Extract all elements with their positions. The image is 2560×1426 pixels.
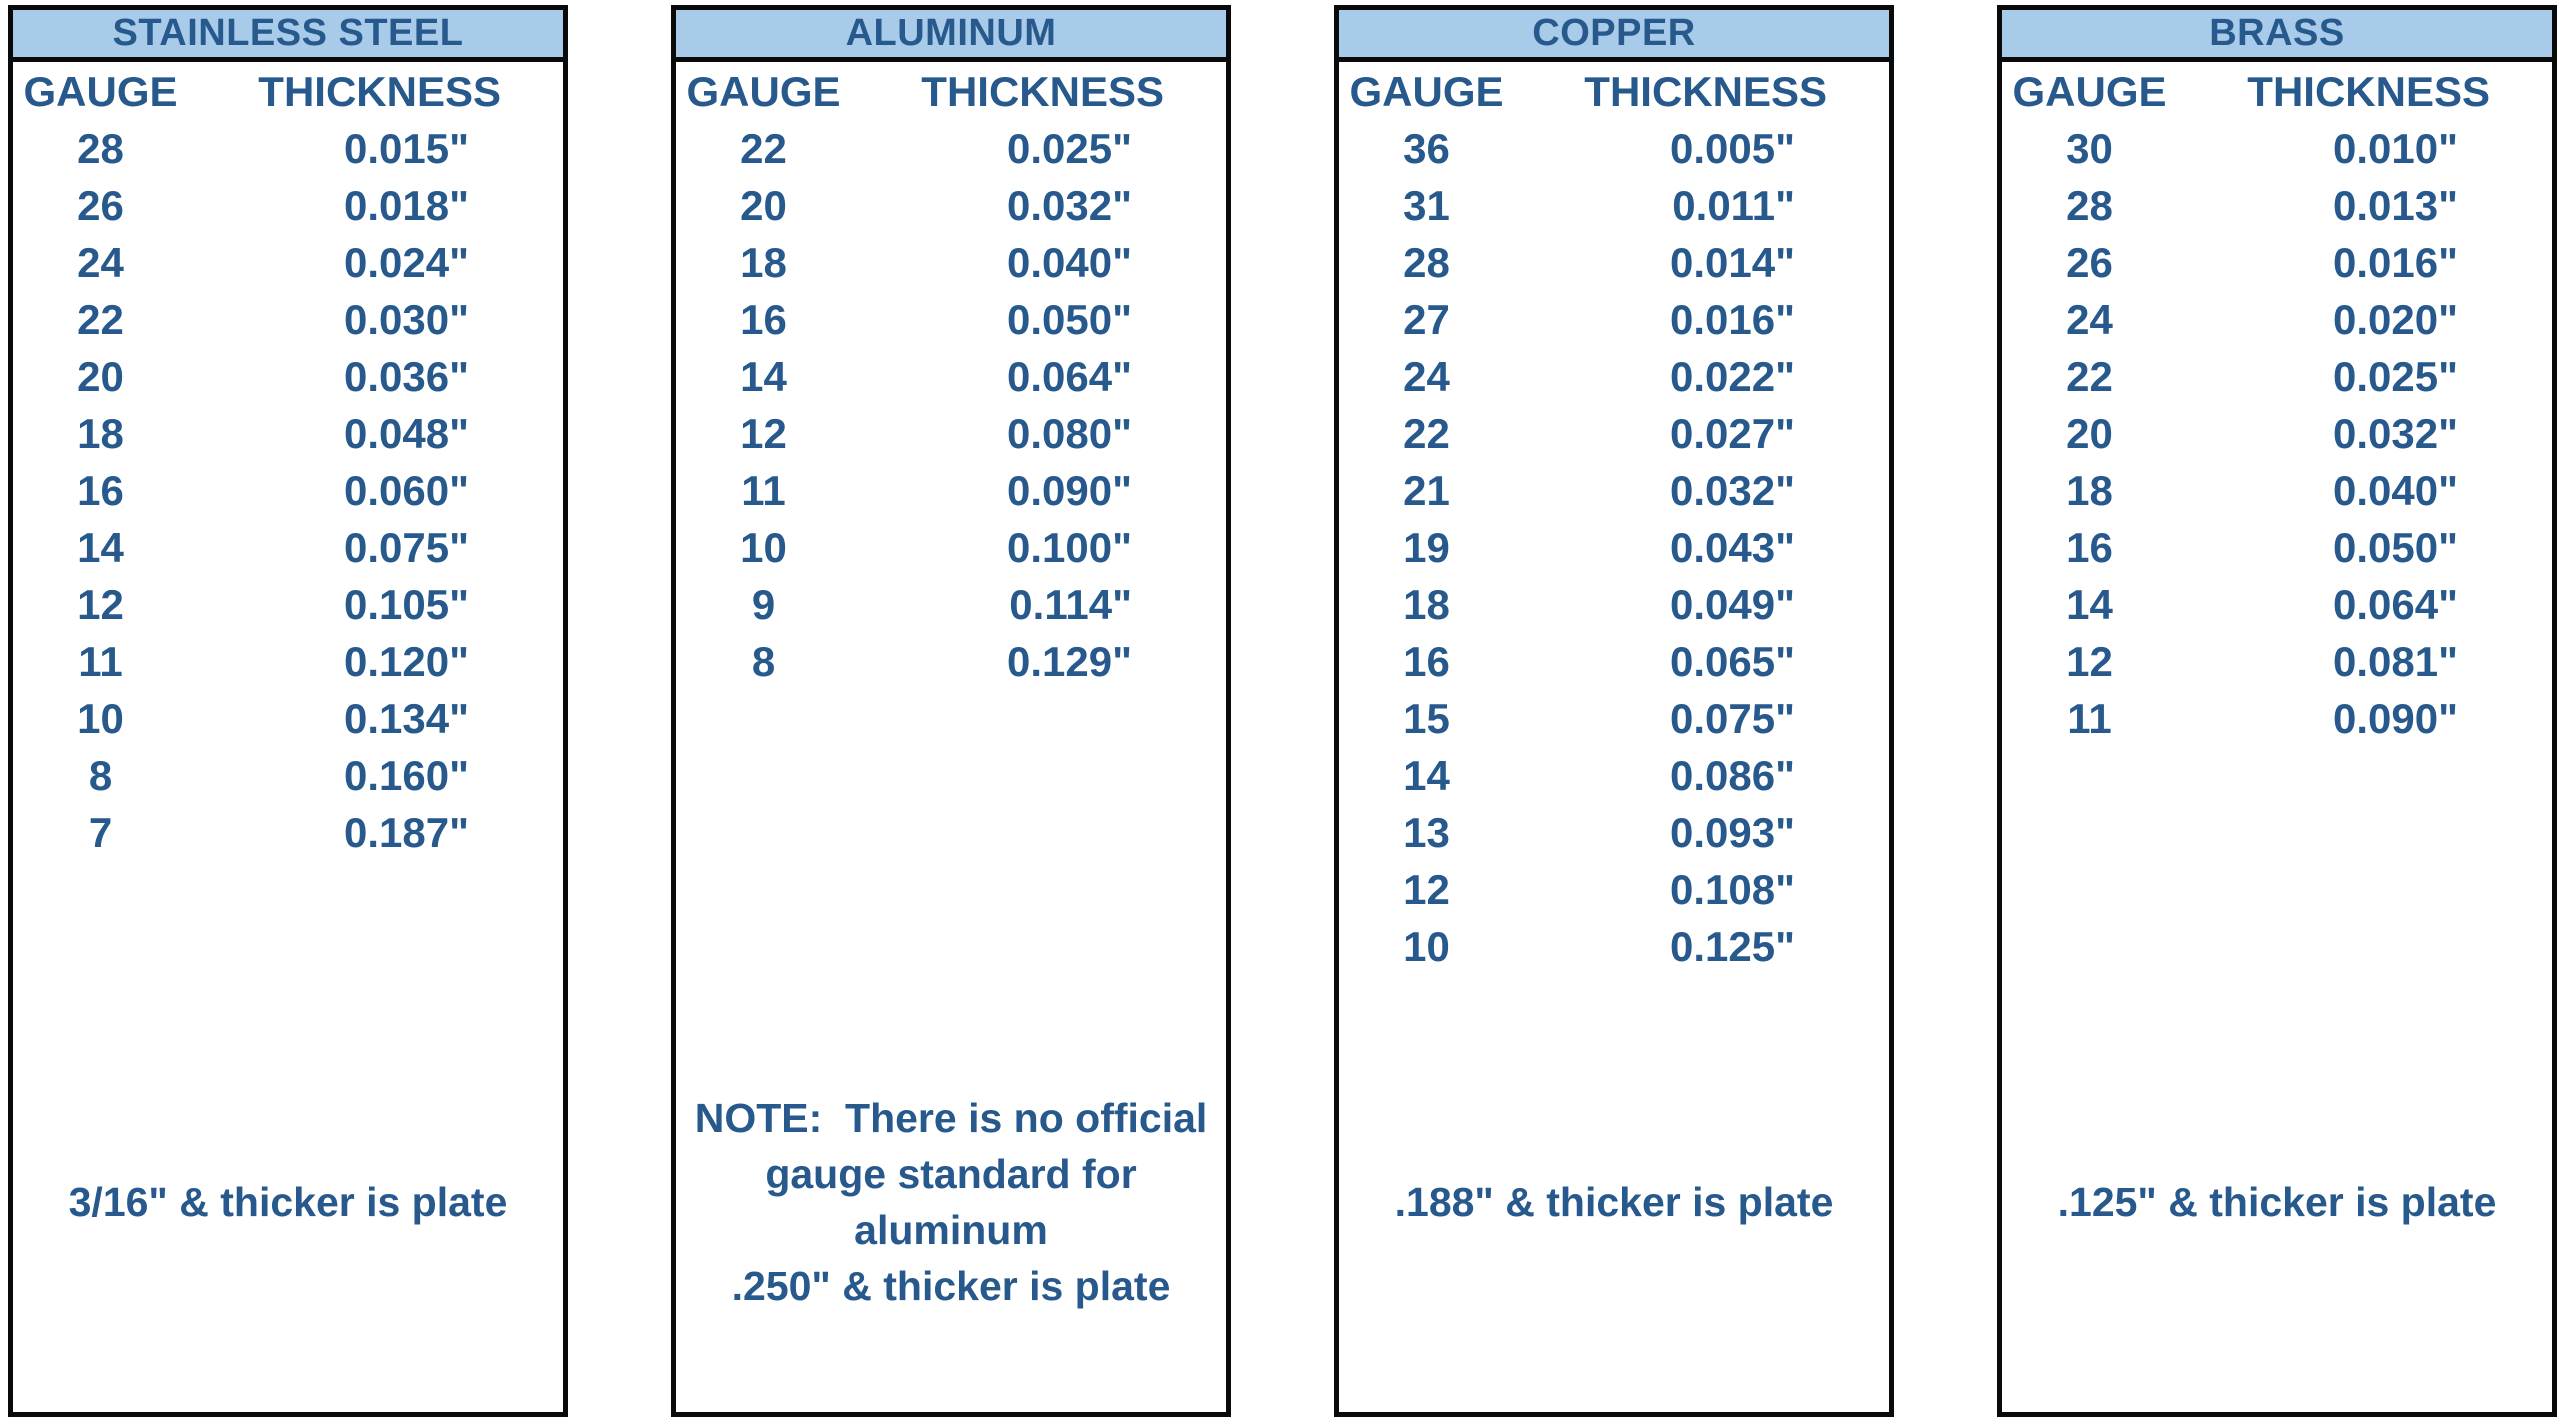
gauge-row xyxy=(2002,633,2552,690)
plate-note-line: .125" & thicker is plate xyxy=(2057,1179,2497,1225)
column-headers xyxy=(2002,64,2552,120)
gauge-column-header: GAUGE xyxy=(686,68,841,115)
thickness-column-header: THICKNESS xyxy=(258,68,501,115)
panel-title: BRASS xyxy=(2002,10,2552,62)
gauge-row xyxy=(2002,462,2552,519)
thickness-value: 0.090" xyxy=(1006,466,1132,514)
thickness-value: 0.024" xyxy=(343,238,469,286)
gauge-value: 28 xyxy=(2066,181,2113,229)
plate-note-line: NOTE: There is no official xyxy=(694,1095,1208,1141)
thickness-value: 0.100" xyxy=(1006,523,1132,571)
rows-container xyxy=(2002,120,2552,747)
gauge-row xyxy=(1339,348,1889,405)
gauge-row xyxy=(676,405,1226,462)
panel-title: COPPER xyxy=(1339,10,1889,62)
gauge-row xyxy=(676,177,1226,234)
gauge-value: 24 xyxy=(77,238,124,286)
gauge-value: 13 xyxy=(1403,808,1450,856)
gauge-value: 16 xyxy=(740,295,787,343)
plate-note-line: gauge standard for aluminum xyxy=(765,1151,1149,1253)
gauge-value: 18 xyxy=(77,409,124,457)
gauge-row xyxy=(2002,234,2552,291)
thickness-value: 0.049" xyxy=(1669,580,1795,628)
gauge-value: 10 xyxy=(77,694,124,742)
thickness-value: 0.048" xyxy=(343,409,469,457)
thickness-value: 0.036" xyxy=(343,352,469,400)
thickness-value: 0.005" xyxy=(1669,124,1795,172)
gauge-value: 14 xyxy=(1403,751,1450,799)
gauge-value: 12 xyxy=(2066,637,2113,685)
thickness-value: 0.081" xyxy=(2332,637,2458,685)
plate-note-line: .250" & thicker is plate xyxy=(731,1263,1171,1309)
thickness-value: 0.114" xyxy=(1009,580,1132,628)
gauge-row xyxy=(1339,177,1889,234)
thickness-value: 0.160" xyxy=(343,751,469,799)
thickness-value: 0.093" xyxy=(1669,808,1795,856)
gauge-value: 24 xyxy=(2066,295,2113,343)
gauge-row xyxy=(1339,120,1889,177)
gauge-row xyxy=(13,804,563,861)
gauge-row xyxy=(676,348,1226,405)
gauge-row xyxy=(676,519,1226,576)
thickness-value: 0.080" xyxy=(1006,409,1132,457)
thickness-value: 0.011" xyxy=(1672,181,1795,229)
plate-note xyxy=(1339,1174,1889,1230)
gauge-value: 21 xyxy=(1403,466,1450,514)
thickness-value: 0.015" xyxy=(343,124,469,172)
thickness-value: 0.040" xyxy=(2332,466,2458,514)
thickness-column-header: THICKNESS xyxy=(2247,68,2490,115)
gauge-row xyxy=(676,462,1226,519)
gauge-value: 14 xyxy=(740,352,787,400)
thickness-value: 0.032" xyxy=(1006,181,1132,229)
gauge-value: 10 xyxy=(740,523,787,571)
gauge-row xyxy=(13,462,563,519)
thickness-value: 0.013" xyxy=(2332,181,2458,229)
gauge-value: 10 xyxy=(1403,922,1450,970)
gauge-value: 30 xyxy=(2066,124,2113,172)
thickness-value: 0.187" xyxy=(343,808,469,856)
gauge-row xyxy=(1339,918,1889,975)
gauge-value: 8 xyxy=(88,751,113,799)
plate-note xyxy=(13,1174,563,1230)
thickness-value: 0.020" xyxy=(2332,295,2458,343)
gauge-value: 16 xyxy=(1403,637,1450,685)
gauge-row xyxy=(1339,576,1889,633)
gauge-value: 31 xyxy=(1403,181,1450,229)
gauge-column-header: GAUGE xyxy=(23,68,178,115)
gauge-value: 27 xyxy=(1403,295,1450,343)
gauge-row xyxy=(13,234,563,291)
column-headers xyxy=(676,64,1226,120)
gauge-value: 18 xyxy=(2066,466,2113,514)
thickness-value: 0.125" xyxy=(1669,922,1795,970)
gauge-value: 11 xyxy=(2067,694,2112,742)
material-panel-stainless-steel xyxy=(8,5,568,1417)
gauge-row xyxy=(13,519,563,576)
thickness-value: 0.014" xyxy=(1669,238,1795,286)
plate-note xyxy=(676,1090,1226,1314)
thickness-value: 0.105" xyxy=(343,580,469,628)
plate-note-line: .188" & thicker is plate xyxy=(1394,1179,1834,1225)
gauge-row xyxy=(13,405,563,462)
gauge-row xyxy=(1339,462,1889,519)
gauge-row xyxy=(13,348,563,405)
thickness-value: 0.075" xyxy=(343,523,469,571)
thickness-value: 0.027" xyxy=(1669,409,1795,457)
thickness-value: 0.065" xyxy=(1669,637,1795,685)
gauge-value: 20 xyxy=(77,352,124,400)
thickness-value: 0.043" xyxy=(1669,523,1795,571)
gauge-value: 12 xyxy=(740,409,787,457)
gauge-value: 19 xyxy=(1403,523,1450,571)
gauge-value: 15 xyxy=(1403,694,1450,742)
panel-title: ALUMINUM xyxy=(676,10,1226,62)
rows-container xyxy=(676,120,1226,690)
thickness-value: 0.129" xyxy=(1006,637,1132,685)
thickness-value: 0.090" xyxy=(2332,694,2458,742)
thickness-value: 0.022" xyxy=(1669,352,1795,400)
gauge-row xyxy=(1339,633,1889,690)
thickness-value: 0.025" xyxy=(1006,124,1132,172)
material-panel-brass xyxy=(1997,5,2557,1417)
gauge-value: 11 xyxy=(741,466,786,514)
gauge-row xyxy=(13,576,563,633)
gauge-row xyxy=(13,633,563,690)
gauge-row xyxy=(1339,747,1889,804)
gauge-row xyxy=(2002,291,2552,348)
thickness-value: 0.060" xyxy=(343,466,469,514)
gauge-value: 12 xyxy=(1403,865,1450,913)
gauge-row xyxy=(1339,291,1889,348)
gauge-value: 24 xyxy=(1403,352,1450,400)
panel-title: STAINLESS STEEL xyxy=(13,10,563,62)
thickness-value: 0.075" xyxy=(1669,694,1795,742)
thickness-value: 0.016" xyxy=(1669,295,1795,343)
gauge-row xyxy=(1339,405,1889,462)
gauge-value: 26 xyxy=(2066,238,2113,286)
thickness-value: 0.050" xyxy=(2332,523,2458,571)
plate-note-line: 3/16" & thicker is plate xyxy=(68,1179,508,1225)
gauge-row xyxy=(2002,177,2552,234)
material-panel-copper xyxy=(1334,5,1894,1417)
thickness-column-header: THICKNESS xyxy=(1584,68,1827,115)
gauge-row xyxy=(2002,405,2552,462)
thickness-value: 0.030" xyxy=(343,295,469,343)
thickness-column-header: THICKNESS xyxy=(921,68,1164,115)
gauge-value: 16 xyxy=(2066,523,2113,571)
thickness-value: 0.134" xyxy=(343,694,469,742)
column-headers xyxy=(13,64,563,120)
plate-note xyxy=(2002,1174,2552,1230)
gauge-value: 18 xyxy=(1403,580,1450,628)
thickness-value: 0.064" xyxy=(1006,352,1132,400)
gauge-column-header: GAUGE xyxy=(2012,68,2167,115)
gauge-row xyxy=(2002,690,2552,747)
thickness-value: 0.010" xyxy=(2332,124,2458,172)
thickness-value: 0.018" xyxy=(343,181,469,229)
gauge-value: 14 xyxy=(77,523,124,571)
thickness-value: 0.025" xyxy=(2332,352,2458,400)
gauge-value: 7 xyxy=(88,808,113,856)
gauge-value: 12 xyxy=(77,580,124,628)
material-panel-aluminum xyxy=(671,5,1231,1417)
rows-container xyxy=(1339,120,1889,975)
gauge-value: 8 xyxy=(751,637,776,685)
gauge-row xyxy=(676,120,1226,177)
gauge-value: 16 xyxy=(77,466,124,514)
gauge-value: 20 xyxy=(740,181,787,229)
rows-container xyxy=(13,120,563,861)
gauge-row xyxy=(13,747,563,804)
gauge-row xyxy=(1339,519,1889,576)
gauge-value: 22 xyxy=(740,124,787,172)
thickness-value: 0.032" xyxy=(2332,409,2458,457)
gauge-row xyxy=(2002,120,2552,177)
thickness-value: 0.120" xyxy=(343,637,469,685)
thickness-value: 0.108" xyxy=(1669,865,1795,913)
gauge-value: 14 xyxy=(2066,580,2113,628)
gauge-row xyxy=(676,633,1226,690)
thickness-value: 0.032" xyxy=(1669,466,1795,514)
gauge-value: 22 xyxy=(1403,409,1450,457)
gauge-value: 9 xyxy=(751,580,776,628)
thickness-value: 0.016" xyxy=(2332,238,2458,286)
gauge-row xyxy=(13,690,563,747)
gauge-row xyxy=(13,120,563,177)
gauge-row xyxy=(676,291,1226,348)
gauge-value: 28 xyxy=(77,124,124,172)
gauge-row xyxy=(1339,861,1889,918)
gauge-value: 26 xyxy=(77,181,124,229)
gauge-value: 20 xyxy=(2066,409,2113,457)
gauge-row xyxy=(1339,804,1889,861)
thickness-value: 0.050" xyxy=(1006,295,1132,343)
column-headers xyxy=(1339,64,1889,120)
gauge-value: 11 xyxy=(78,637,123,685)
gauge-row xyxy=(2002,348,2552,405)
gauge-value: 22 xyxy=(77,295,124,343)
gauge-row xyxy=(676,234,1226,291)
gauge-row xyxy=(1339,234,1889,291)
gauge-row xyxy=(13,177,563,234)
gauge-value: 18 xyxy=(740,238,787,286)
thickness-value: 0.086" xyxy=(1669,751,1795,799)
thickness-value: 0.040" xyxy=(1006,238,1132,286)
gauge-column-header: GAUGE xyxy=(1349,68,1504,115)
gauge-value: 36 xyxy=(1403,124,1450,172)
thickness-value: 0.064" xyxy=(2332,580,2458,628)
gauge-row xyxy=(2002,576,2552,633)
gauge-row xyxy=(13,291,563,348)
gauge-row xyxy=(1339,690,1889,747)
gauge-value: 22 xyxy=(2066,352,2113,400)
gauge-row xyxy=(2002,519,2552,576)
gauge-row xyxy=(676,576,1226,633)
gauge-value: 28 xyxy=(1403,238,1450,286)
